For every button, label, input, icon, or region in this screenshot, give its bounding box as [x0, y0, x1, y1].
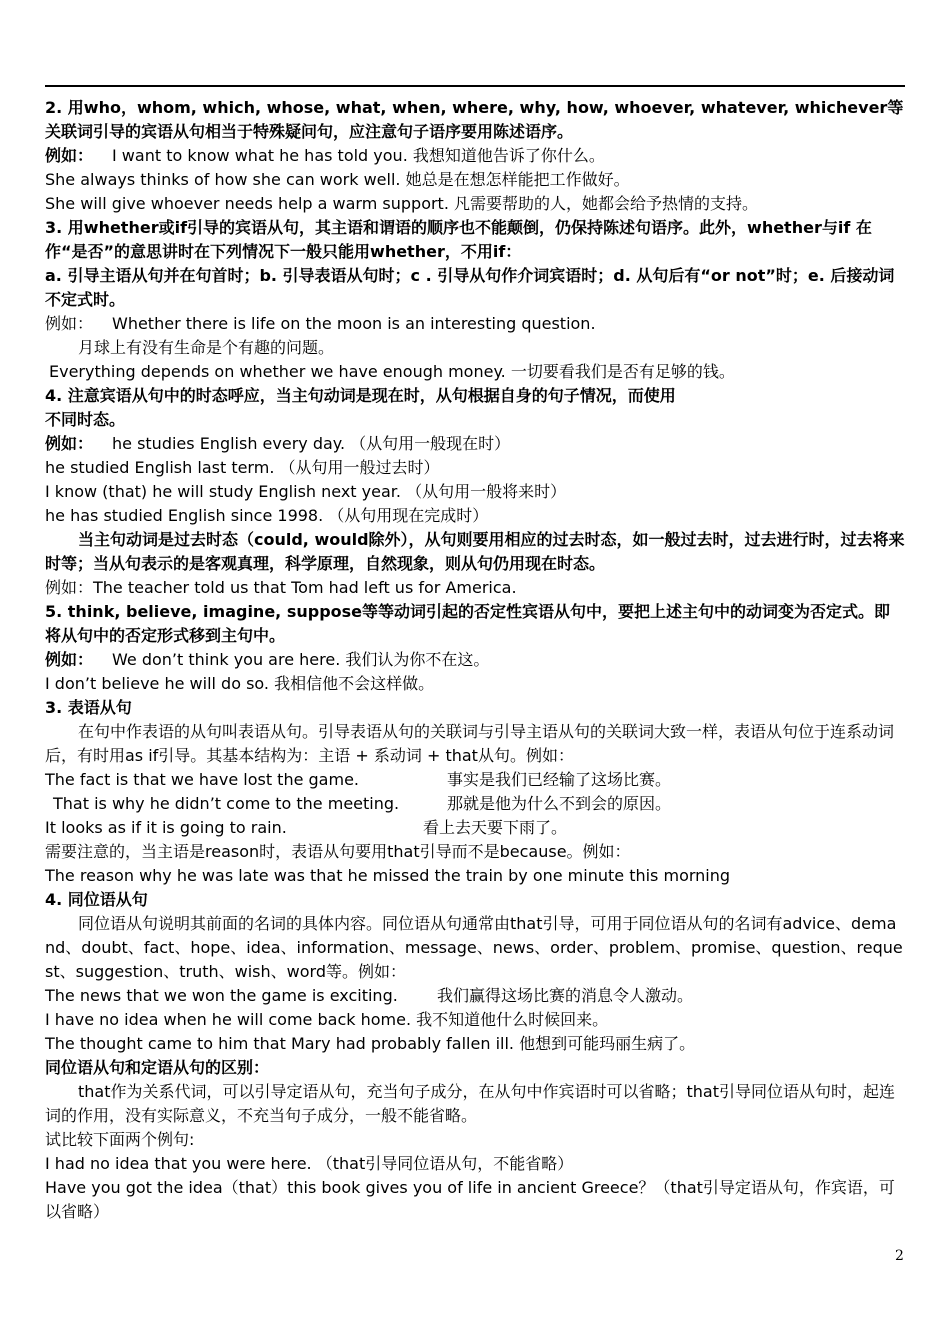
example-line: [45, 144, 905, 168]
example-sentence: I don’t believe he will do so. 我相信他不会这样做。: [45, 674, 435, 693]
example-sentence: It looks as if it is going to rain.: [45, 818, 287, 837]
example-line: [45, 984, 905, 1008]
example-translation: 月球上有没有生命是个有趣的问题。: [78, 338, 335, 357]
example-line: [45, 312, 905, 336]
example-line: [45, 792, 905, 816]
rule-past-tense: 当主句动词是过去时态（could, would除外），从句则要用相应的过去时态，如一般过去时，过去进行时，过去将来时等；当从句表示的是客观真理，科学原理，自然现象，则从句仍用现在时态。: [45, 530, 905, 573]
example-sentence: She will give whoever needs help a warm support. 凡需要帮助的人，她都会给予热情的支持。: [45, 194, 759, 213]
paragraph-comparison: that作为关系代词，可以引导定语从句，充当句子成分，在从句中作宾语时可以省略；that引导同位语从句时，起连词的作用，没有实际意义，不充当句子成分，一般不能省略。: [45, 1082, 895, 1125]
example-sentence: I had no idea that you were here. （that引导同位语从句，不能省略）: [45, 1154, 574, 1173]
example-translation: 事实是我们已经输了这场比赛。: [447, 770, 672, 789]
header-rule: [45, 85, 905, 87]
example-sentence: I want to know what he has told you. 我想知道他告诉了你什么。: [112, 146, 605, 165]
example-sentence: Whether there is life on the moon is an interesting question.: [112, 314, 596, 333]
example-line: [45, 648, 905, 672]
note-reason: 需要注意的，当主语是reason时，表语从句要用that引导而不是because。例如：: [45, 842, 631, 861]
paragraph-appositive-clause: 同位语从句说明其前面的名词的具体内容。同位语从句通常由that引导，可用于同位语从句的名词有advice、demand、doubt、fact、hope、idea、information、message、news、order、problem、promise、question、request、suggestion、truth、wish、word等。例如：: [45, 914, 903, 981]
example-sentence: The thought came to him that Mary had probably fallen ill. 他想到可能玛丽生病了。: [45, 1034, 696, 1053]
section-heading-predicative-clause: 3. 表语从句: [45, 698, 132, 717]
rule-list: a. 引导主语从句并在句首时；b. 引导表语从句时；c . 引导从句作介词宾语时；d. 从句后有“or not”时；e. 后接动词不定式时。: [45, 266, 895, 309]
paragraph-predicative-clause: 在句中作表语的从句叫表语从句。引导表语从句的关联词与引导主语从句的关联词大致一样，表语从句位于连系动词后，有时用as if引导。其基本结构为：主语 + 系动词 + that从句。例如：: [45, 722, 895, 765]
example-line: [45, 768, 905, 792]
example-sentence: The news that we won the game is exciting.: [45, 986, 398, 1005]
example-line: [45, 432, 905, 456]
example-label: 例如：: [45, 146, 94, 165]
heading-negative-transfer: 5. think, believe, imagine, suppose等等动词引起的否定性宾语从句中，要把上述主句中的动词变为否定式。即将从句中的否定形式移到主句中。: [45, 602, 891, 645]
example-sentence: he has studied English since 1998. （从句用现在完成时）: [45, 506, 489, 525]
example-sentence: Have you got the idea（that）this book gives you of life in ancient Greece？（that引导定语从句，作宾语，可以省略）: [45, 1178, 895, 1221]
example-sentence: Everything depends on whether we have enough money. 一切要看我们是否有足够的钱。: [49, 362, 735, 381]
example-translation: 我们赢得这场比赛的消息令人激动。: [437, 986, 694, 1005]
example-sentence: We don’t think you are here. 我们认为你不在这。: [112, 650, 490, 669]
heading-tense-agreement-cont: 不同时态。: [45, 410, 126, 429]
heading-wh-object-clause: 2. 用who，whom, which, whose, what, when, where, why, how, whoever, whatever, whichever等关联词引导的宾语从句相当于特殊疑问句，应注意句子语序要用陈述语序。: [45, 98, 904, 141]
example-sentence: That is why he didn’t come to the meeting.: [53, 794, 400, 813]
example-line: [45, 816, 905, 840]
example-label: 例如：: [45, 434, 94, 453]
example-translation: 那就是他为什么不到会的原因。: [447, 794, 672, 813]
example-sentence: The fact is that we have lost the game.: [45, 770, 359, 789]
comparison-intro: 试比较下面两个例句:: [45, 1130, 195, 1149]
example-label: 例如：: [45, 314, 94, 333]
section-heading-appositive-clause: 4. 同位语从句: [45, 890, 148, 909]
heading-tense-agreement: 4. 注意宾语从句中的时态呼应，当主句动词是现在时，从句根据自身的句子情况，而使用: [45, 386, 676, 405]
example-sentence: I know (that) he will study English next year. （从句用一般将来时）: [45, 482, 567, 501]
example-sentence: I have no idea when he will come back home. 我不知道他什么时候回来。: [45, 1010, 609, 1029]
heading-appositive-vs-attributive: 同位语从句和定语从句的区别：: [45, 1058, 270, 1077]
example-translation: 看上去天要下雨了。: [423, 818, 568, 837]
document-body: [45, 96, 905, 1224]
page-number: 2: [895, 1248, 904, 1264]
example-sentence: he studied English last term. （从句用一般过去时）: [45, 458, 440, 477]
example-sentence: he studies English every day. （从句用一般现在时）: [112, 434, 511, 453]
example-sentence: The reason why he was late was that he missed the train by one minute this morning: [45, 866, 731, 885]
example-sentence: 例如：The teacher told us that Tom had left us for America.: [45, 578, 517, 597]
heading-whether-if: 3. 用whether或if引导的宾语从句，其主语和谓语的顺序也不能颠倒，仍保持陈述句语序。此外，whether与if 在作“是否”的意思讲时在下列情况下一般只能用whether，不用if：: [45, 218, 872, 261]
example-label: 例如：: [45, 650, 94, 669]
example-sentence: She always thinks of how she can work well. 她总是在想怎样能把工作做好。: [45, 170, 630, 189]
